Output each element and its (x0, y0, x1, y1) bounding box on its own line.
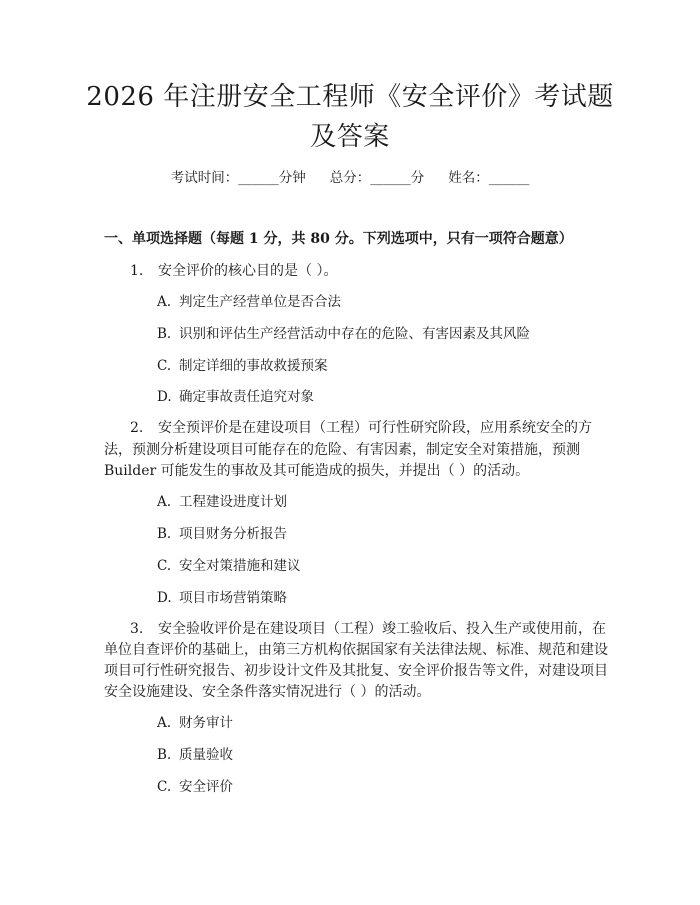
option-text: 识别和评估生产经营活动中存在的危险、有害因素及其风险 (179, 326, 530, 342)
option-letter: A. (157, 715, 172, 731)
question-3 (130, 619, 606, 639)
option-letter: D. (157, 590, 172, 606)
question-text-line: 项目可行性研究报告、初步设计文件及其批复、安全评价报告等文件，对建设项目 (104, 663, 608, 679)
question-3-option-a (157, 713, 233, 733)
option-letter: C. (157, 779, 172, 795)
option-text: 制定详细的事故救援预案 (179, 358, 328, 374)
question-3-option-b (157, 745, 233, 765)
section-heading: 一、单项选择题（每题 1 分，共 80 分。下列选项中，只有一项符合题意） (104, 231, 573, 247)
exam-score-field: 总分：______分 (329, 170, 425, 186)
option-text: 财务审计 (179, 715, 233, 731)
question-1-option-d (157, 387, 314, 407)
question-number: 3. (130, 621, 144, 637)
exam-info-row (0, 168, 700, 188)
option-text: 确定事故责任追究对象 (179, 389, 314, 405)
question-number: 1. (130, 263, 144, 279)
question-text-line: 法，预测分析建设项目可能存在的危险、有害因素，制定安全对策措施，预测 (104, 442, 580, 458)
option-text: 项目市场营销策略 (179, 590, 287, 606)
question-text-line: 单位自查评价的基础上，由第三方机构依据国家有关法律法规、标准、规范和建设 (104, 642, 608, 658)
question-2 (130, 418, 592, 438)
question-2-option-c (157, 556, 301, 576)
option-letter: A. (157, 294, 172, 310)
option-text: 安全评价 (179, 779, 233, 795)
question-text-line: Builder 可能发生的事故及其可能造成的损失，并提出（ ）的活动。 (104, 463, 530, 479)
question-1 (130, 261, 337, 281)
option-text: 安全对策措施和建议 (179, 558, 301, 574)
exam-time-field: 考试时间：______分钟 (170, 170, 306, 186)
question-3-option-c (157, 777, 233, 797)
option-letter: B. (157, 747, 172, 763)
option-letter: C. (157, 558, 172, 574)
option-text: 项目财务分析报告 (179, 526, 287, 542)
option-letter: A. (157, 494, 172, 510)
question-text-line: 安全预评价是在建设项目（工程）可行性研究阶段，应用系统安全的方 (158, 420, 592, 436)
exam-name-field: 姓名：______ (448, 170, 530, 186)
question-2-option-a (157, 492, 287, 512)
question-number: 2. (130, 420, 144, 436)
question-2-option-d (157, 588, 287, 608)
document-title-line-1: 2026 年注册安全工程师《安全评价》考试题 (86, 82, 614, 112)
option-letter: B. (157, 326, 172, 342)
question-1-option-a (157, 292, 341, 312)
question-1-option-b (157, 324, 530, 344)
option-letter: D. (157, 389, 172, 405)
option-letter: C. (157, 358, 172, 374)
question-2-option-b (157, 524, 287, 544)
option-text: 工程建设进度计划 (179, 494, 287, 510)
question-1-option-c (157, 356, 328, 376)
question-text-line: 安全设施建设、安全条件落实情况进行（ ）的活动。 (104, 684, 431, 700)
question-text-line: 安全验收评价是在建设项目（工程）竣工验收后、投入生产或使用前，在 (158, 621, 606, 637)
option-text: 质量验收 (179, 747, 233, 763)
question-text-line: 安全评价的核心目的是（ ）。 (158, 263, 338, 279)
option-text: 判定生产经营单位是否合法 (179, 294, 341, 310)
document-title-line-2: 及答案 (310, 122, 390, 152)
option-letter: B. (157, 526, 172, 542)
